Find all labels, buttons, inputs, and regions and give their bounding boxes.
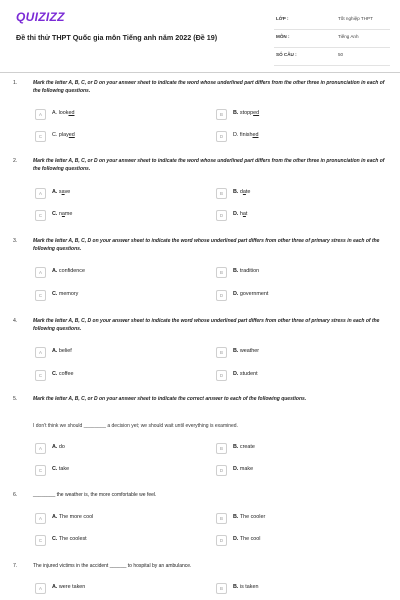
option-letter-box: D	[216, 290, 227, 301]
worksheet-meta	[274, 12, 390, 66]
question-text: Mark the letter A, B, C, D on your answer sheet to indicate the word whose underlined part differs from other three of primary stress in each of the following questions.	[33, 238, 380, 252]
question-stem: I don't think we should ________ a decision yet; we should wait until everything is examined.	[33, 423, 238, 429]
question-number: 7.	[13, 563, 18, 569]
quizizz-logo: QUIZIZZ	[16, 10, 65, 24]
option-letter-box: A	[35, 583, 46, 594]
option-letter-box: D	[216, 131, 227, 142]
option-letter-box: B	[216, 109, 227, 120]
option-letter-box: C	[35, 131, 46, 142]
question-number: 2.	[13, 158, 18, 164]
question-text: The injured victims in the accident ______ to hospital by an ambulance.	[33, 563, 192, 569]
option-letter-box: B	[216, 513, 227, 524]
option-letter-box: D	[216, 465, 227, 476]
option-letter-box: C	[35, 535, 46, 546]
option-letter-box: B	[216, 583, 227, 594]
meta-row-count	[274, 48, 390, 66]
option-letter-box: A	[35, 443, 46, 454]
meta-value: Tốt nghiệp THPT	[338, 16, 373, 21]
question-text: Mark the letter A, B, C, or D on your answer sheet to indicate the word whose underlined part differs from the other three in pronunciation in each of the following questions.	[33, 158, 385, 172]
worksheet-title: Đề thi thử THPT Quốc gia môn Tiếng anh năm 2022 (Đề 19)	[16, 33, 218, 42]
option-letter-box: D	[216, 370, 227, 381]
meta-label: MÔN :	[276, 34, 290, 39]
worksheet-header	[0, 0, 400, 70]
meta-label: SỐ CÂU :	[276, 52, 297, 57]
question-number: 4.	[13, 318, 18, 324]
meta-row-subject	[274, 30, 390, 48]
question-text: Mark the letter A, B, C, or D on your answer sheet to indicate the word whose underlined part differs from the other three in pronunciation in each of the following questions.	[33, 80, 385, 94]
question-number: 6.	[13, 492, 18, 498]
option-letter-box: A	[35, 188, 46, 199]
header-divider	[0, 72, 400, 73]
question-number: 5.	[13, 396, 18, 402]
option-letter-box: B	[216, 267, 227, 278]
option-letter-box: A	[35, 109, 46, 120]
option-letter-box: B	[216, 443, 227, 454]
meta-value: 50	[338, 52, 344, 57]
meta-row-class	[274, 12, 390, 30]
option-letter-box: A	[35, 347, 46, 358]
option-letter-box: B	[216, 188, 227, 199]
meta-label: LỚP :	[276, 16, 289, 21]
option-letter-box: D	[216, 210, 227, 221]
question-number: 1.	[13, 80, 18, 86]
option-letter-box: D	[216, 535, 227, 546]
option-letter-box: A	[35, 513, 46, 524]
question-text: Mark the letter A, B, C, or D on your answer sheet to indicate the correct answer to each of the following questions.	[33, 396, 307, 402]
option-letter-box: C	[35, 465, 46, 476]
question-number: 3.	[13, 238, 18, 244]
option-letter-box: C	[35, 290, 46, 301]
option-letter-box: B	[216, 347, 227, 358]
option-letter-box: C	[35, 210, 46, 221]
meta-value: Tiếng Anh	[338, 34, 359, 39]
question-text: ________ the weather is, the more comfortable we feel.	[33, 492, 157, 498]
question-text: Mark the letter A, B, C, D on your answer sheet to indicate the word whose underlined part differs from other three of primary stress in each of the following questions.	[33, 318, 380, 332]
option-letter-box: A	[35, 267, 46, 278]
option-letter-box: C	[35, 370, 46, 381]
